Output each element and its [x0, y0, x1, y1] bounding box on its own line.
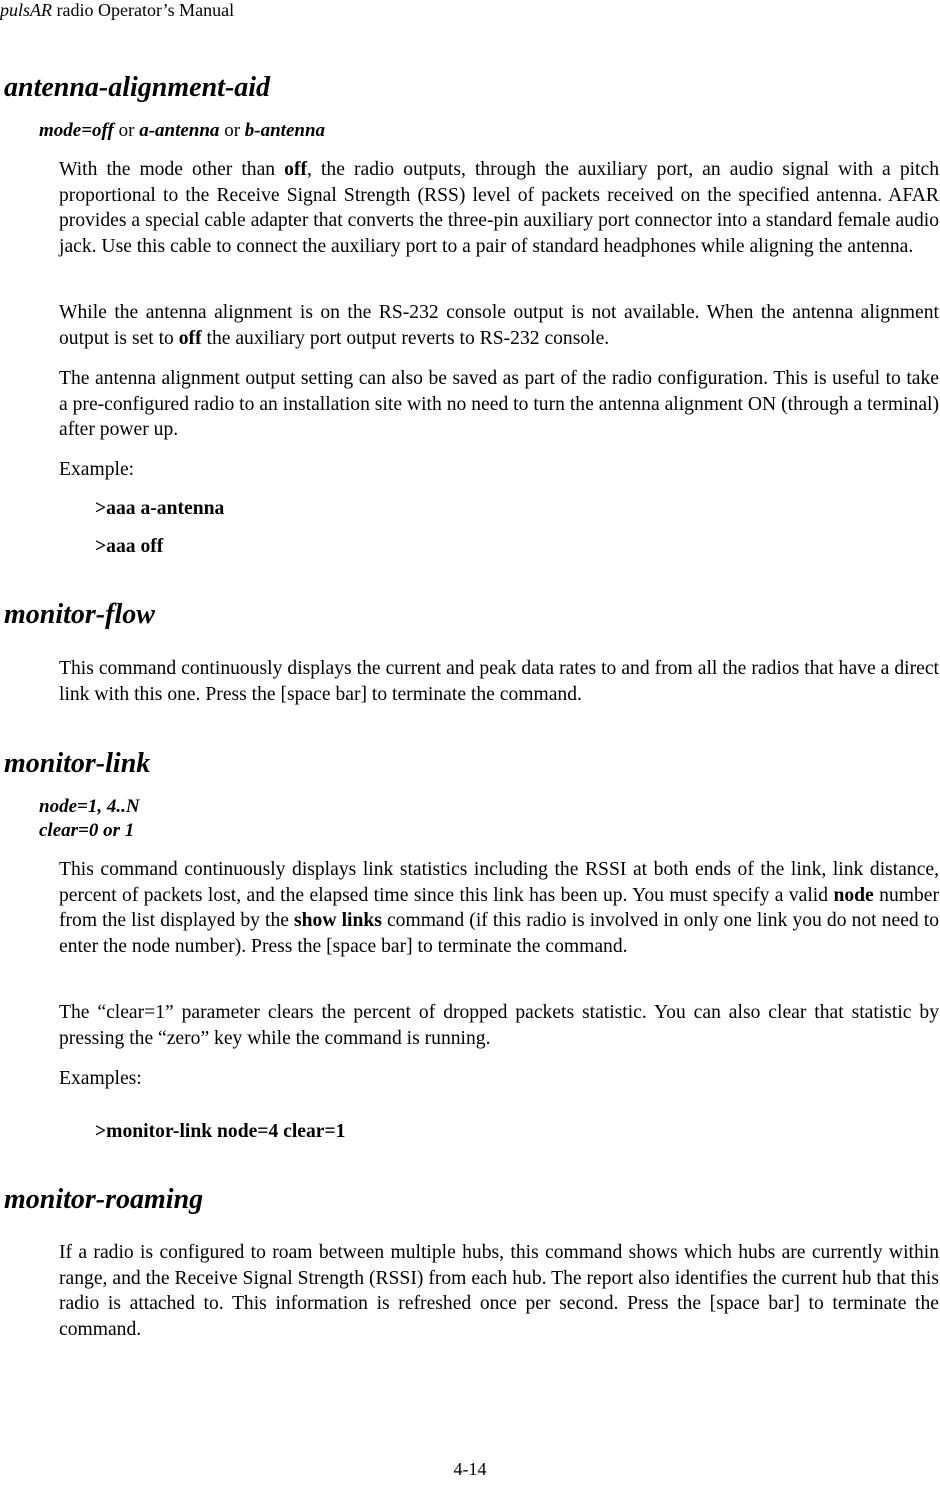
text-run: , the radio outputs, through the auxiliary port, an audio signal with a pitch proportional to the Receive Signal Strength (RSS) level of packets received on the specified antenna. AFAR provides a special cable adapter that converts the three-pin auxiliary port connector into a standard female audio jack. Use this cable to connect the auxiliary port to a pair of standard headphones while aligning the antenna.: [59, 159, 939, 257]
text-run: This command continuously displays link statistics including the RSSI at both ends of the link, link distance, percent of packets lost, and the elapsed time since this link has been up. You must specify a valid: [59, 859, 939, 906]
paragraph-saved-config: The antenna alignment output setting can also be saved as part of the radio configuration. This is useful to take a pre-configured radio to an installation site with no need to turn the antenna alignment ON (through a terminal) after power up.: [59, 368, 939, 440]
parameter-node: node=1, 4..N: [39, 796, 140, 817]
param-mode-off: mode=off: [39, 120, 114, 141]
bold-term: node: [833, 884, 874, 906]
paragraph-mode-description: [59, 157, 939, 259]
param-or: or: [113, 120, 140, 141]
section-title-antenna-alignment-aid: antenna-alignment-aid: [4, 72, 271, 103]
paragraph-monitor-roaming: If a radio is configured to roam between multiple hubs, this command shows which hubs are currently within range, and the Receive Signal Strength (RSSI) from each hub. The report also identifies the current hub that this radio is attached to. This information is refreshed once per second. Press the [space bar] to terminate the command.: [59, 1242, 939, 1340]
text-run: number from the list displayed by the: [59, 884, 939, 931]
example-command: >aaa a-antenna: [95, 498, 225, 519]
parameter-mode: [39, 119, 325, 142]
examples-label: Examples:: [59, 1068, 142, 1089]
header-title: radio Operator’s Manual: [52, 0, 235, 20]
section-title-monitor-roaming: monitor-roaming: [4, 1184, 204, 1215]
text-run: While the antenna alignment is on the RS-232 console output is not available. When the antenna alignment output is set to: [59, 302, 939, 349]
paragraph-rs232-note: [59, 300, 939, 351]
paragraph-monitor-flow: This command continuously displays the current and peak data rates to and from all the radios that have a direct link with this one. Press the [space bar] to terminate the command.: [59, 658, 939, 705]
text-run: the auxiliary port output reverts to RS-232 console.: [201, 327, 610, 349]
running-header: [0, 0, 234, 20]
page-number: 4-14: [453, 1459, 487, 1479]
example-command: >monitor-link node=4 clear=1: [95, 1121, 346, 1142]
param-b-antenna: b-antenna: [244, 120, 326, 141]
bold-term: off: [178, 327, 202, 349]
section-title-monitor-link: monitor-link: [4, 748, 151, 779]
text-run: With the mode other than: [59, 159, 285, 180]
bold-term: off: [284, 159, 308, 180]
param-or: or: [219, 120, 245, 141]
parameter-clear: clear=0 or 1: [39, 820, 135, 841]
example-command: >aaa off: [95, 536, 164, 557]
paragraph-monitor-link: [59, 857, 939, 959]
paragraph-clear-parameter: The “clear=1” parameter clears the percent of dropped packets statistic. You can also clear that statistic by pressing the “zero” key while the command is running.: [59, 1002, 939, 1049]
param-a-antenna: a-antenna: [139, 120, 220, 141]
example-label: Example:: [59, 459, 135, 480]
section-title-monitor-flow: monitor-flow: [4, 599, 155, 630]
bold-term: show links: [294, 910, 382, 931]
text-run: command (if this radio is involved in only one link you do not need to enter the node number). Press the [space bar] to terminate the command.: [59, 910, 939, 957]
header-brand: pulsAR: [0, 0, 52, 20]
